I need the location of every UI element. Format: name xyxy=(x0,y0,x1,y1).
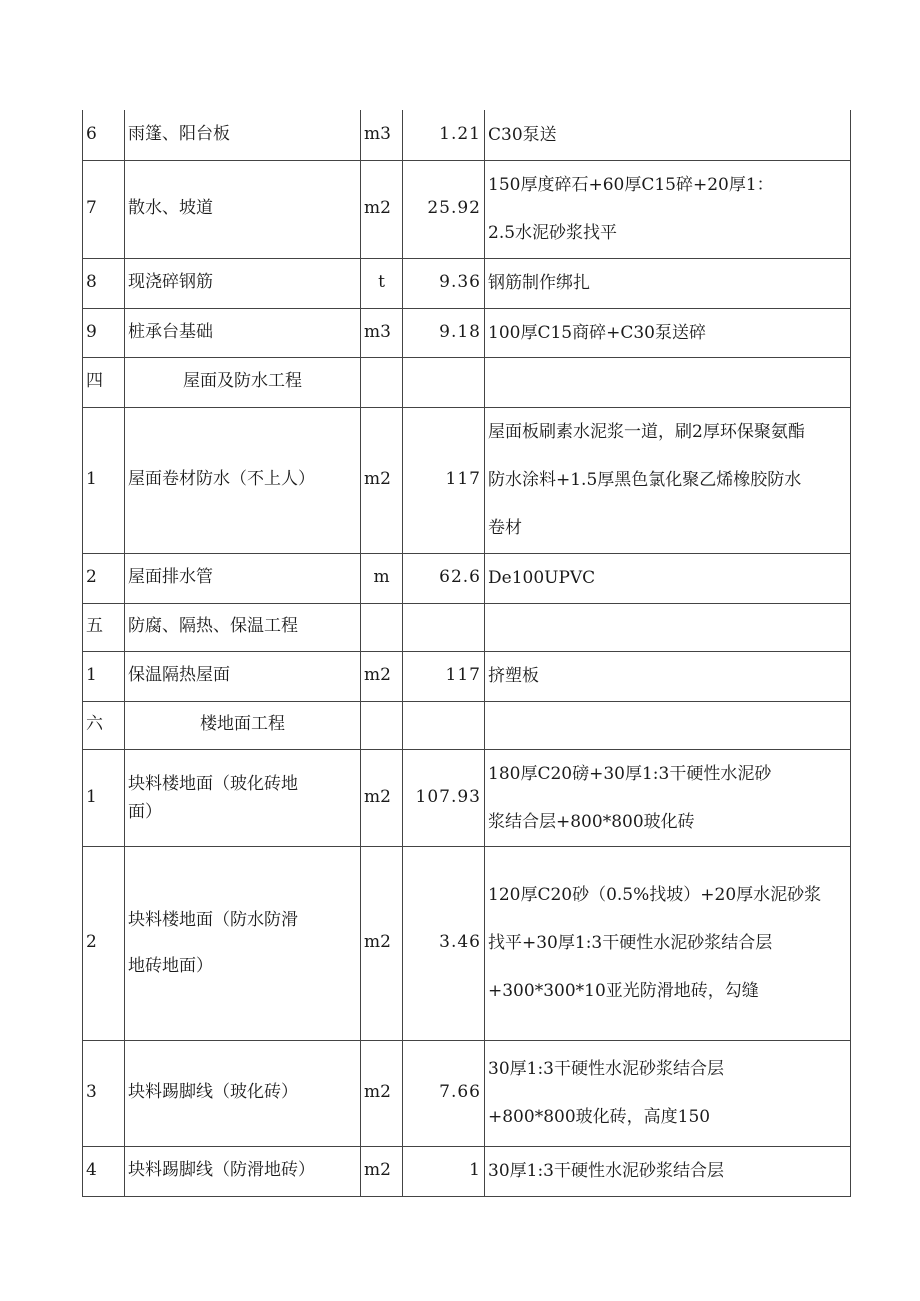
table-row xyxy=(83,407,851,553)
item-unit: m2 xyxy=(361,407,403,553)
item-quantity: 25.92 xyxy=(403,160,485,258)
item-name: 现浇碎钢筋 xyxy=(125,258,361,308)
empty-cell xyxy=(361,701,403,749)
item-description: C30泵送 xyxy=(485,110,851,160)
table-row xyxy=(83,110,851,160)
item-quantity: 9.36 xyxy=(403,258,485,308)
item-name: 屋面卷材防水（不上人） xyxy=(125,407,361,553)
item-description: 30厚1:3干硬性水泥砂浆结合层 xyxy=(485,1146,851,1196)
item-description: 120厚C20砂（0.5%找坡）+20厚水泥砂浆 找平+30厚1:3干硬性水泥砂浆结合层 +300*300*10亚光防滑地砖，勾缝 xyxy=(485,846,851,1040)
item-quantity: 1.21 xyxy=(403,110,485,160)
item-name: 雨篷、阳台板 xyxy=(125,110,361,160)
item-quantity: 3.46 xyxy=(403,846,485,1040)
item-number: 1 xyxy=(83,407,125,553)
item-number: 2 xyxy=(83,553,125,603)
table-row xyxy=(83,553,851,603)
item-unit: m2 xyxy=(361,651,403,701)
item-name: 屋面排水管 xyxy=(125,553,361,603)
item-unit: m2 xyxy=(361,160,403,258)
item-name: 块料楼地面（防水防滑 地砖地面） xyxy=(125,846,361,1040)
item-name: 块料踢脚线（玻化砖） xyxy=(125,1040,361,1146)
item-unit: t xyxy=(361,258,403,308)
table-row xyxy=(83,1146,851,1196)
item-unit: m2 xyxy=(361,749,403,846)
table-row xyxy=(83,308,851,357)
section-row xyxy=(83,701,851,749)
item-description: 屋面板刷素水泥浆一道，刷2厚环保聚氨酯 防水涂料+1.5厚黑色氯化聚乙烯橡胶防水 卷材 xyxy=(485,407,851,553)
section-number: 六 xyxy=(83,701,125,749)
empty-cell xyxy=(403,603,485,651)
section-row xyxy=(83,357,851,407)
table-row xyxy=(83,749,851,846)
item-number: 7 xyxy=(83,160,125,258)
item-quantity: 9.18 xyxy=(403,308,485,357)
item-name: 散水、坡道 xyxy=(125,160,361,258)
item-unit: m2 xyxy=(361,1146,403,1196)
item-name: 桩承台基础 xyxy=(125,308,361,357)
item-description: De100UPVC xyxy=(485,553,851,603)
item-description: 180厚C20磅+30厚1:3干硬性水泥砂 浆结合层+800*800玻化砖 xyxy=(485,749,851,846)
item-number: 1 xyxy=(83,651,125,701)
item-description: 30厚1:3干硬性水泥砂浆结合层 +800*800玻化砖，高度150 xyxy=(485,1040,851,1146)
item-quantity: 107.93 xyxy=(403,749,485,846)
item-number: 2 xyxy=(83,846,125,1040)
section-row xyxy=(83,603,851,651)
section-title: 防腐、隔热、保温工程 xyxy=(125,603,361,651)
item-quantity: 117 xyxy=(403,651,485,701)
item-description: 100厚C15商碎+C30泵送碎 xyxy=(485,308,851,357)
item-quantity: 62.6 xyxy=(403,553,485,603)
empty-cell xyxy=(485,603,851,651)
section-number: 五 xyxy=(83,603,125,651)
item-name: 块料楼地面（玻化砖地 面） xyxy=(125,749,361,846)
section-title: 楼地面工程 xyxy=(125,701,361,749)
item-number: 1 xyxy=(83,749,125,846)
item-description: 挤塑板 xyxy=(485,651,851,701)
item-unit: m2 xyxy=(361,846,403,1040)
section-title: 屋面及防水工程 xyxy=(125,357,361,407)
item-unit: m xyxy=(361,553,403,603)
empty-cell xyxy=(485,357,851,407)
table-row xyxy=(83,1040,851,1146)
item-number: 3 xyxy=(83,1040,125,1146)
empty-cell xyxy=(361,603,403,651)
section-number: 四 xyxy=(83,357,125,407)
table-row xyxy=(83,160,851,258)
empty-cell xyxy=(361,357,403,407)
item-quantity: 7.66 xyxy=(403,1040,485,1146)
item-description: 钢筋制作绑扎 xyxy=(485,258,851,308)
item-unit: m3 xyxy=(361,110,403,160)
item-number: 6 xyxy=(83,110,125,160)
item-number: 4 xyxy=(83,1146,125,1196)
item-number: 9 xyxy=(83,308,125,357)
table-row xyxy=(83,846,851,1040)
item-name: 保温隔热屋面 xyxy=(125,651,361,701)
table-row xyxy=(83,651,851,701)
item-number: 8 xyxy=(83,258,125,308)
item-quantity: 117 xyxy=(403,407,485,553)
empty-cell xyxy=(403,701,485,749)
empty-cell xyxy=(403,357,485,407)
empty-cell xyxy=(485,701,851,749)
item-name: 块料踢脚线（防滑地砖） xyxy=(125,1146,361,1196)
item-quantity: 1 xyxy=(403,1146,485,1196)
bill-of-quantities-table xyxy=(82,110,851,1197)
item-unit: m3 xyxy=(361,308,403,357)
table-row xyxy=(83,258,851,308)
item-description: 150厚度碎石+60厚C15碎+20厚1： 2.5水泥砂浆找平 xyxy=(485,160,851,258)
item-unit: m2 xyxy=(361,1040,403,1146)
